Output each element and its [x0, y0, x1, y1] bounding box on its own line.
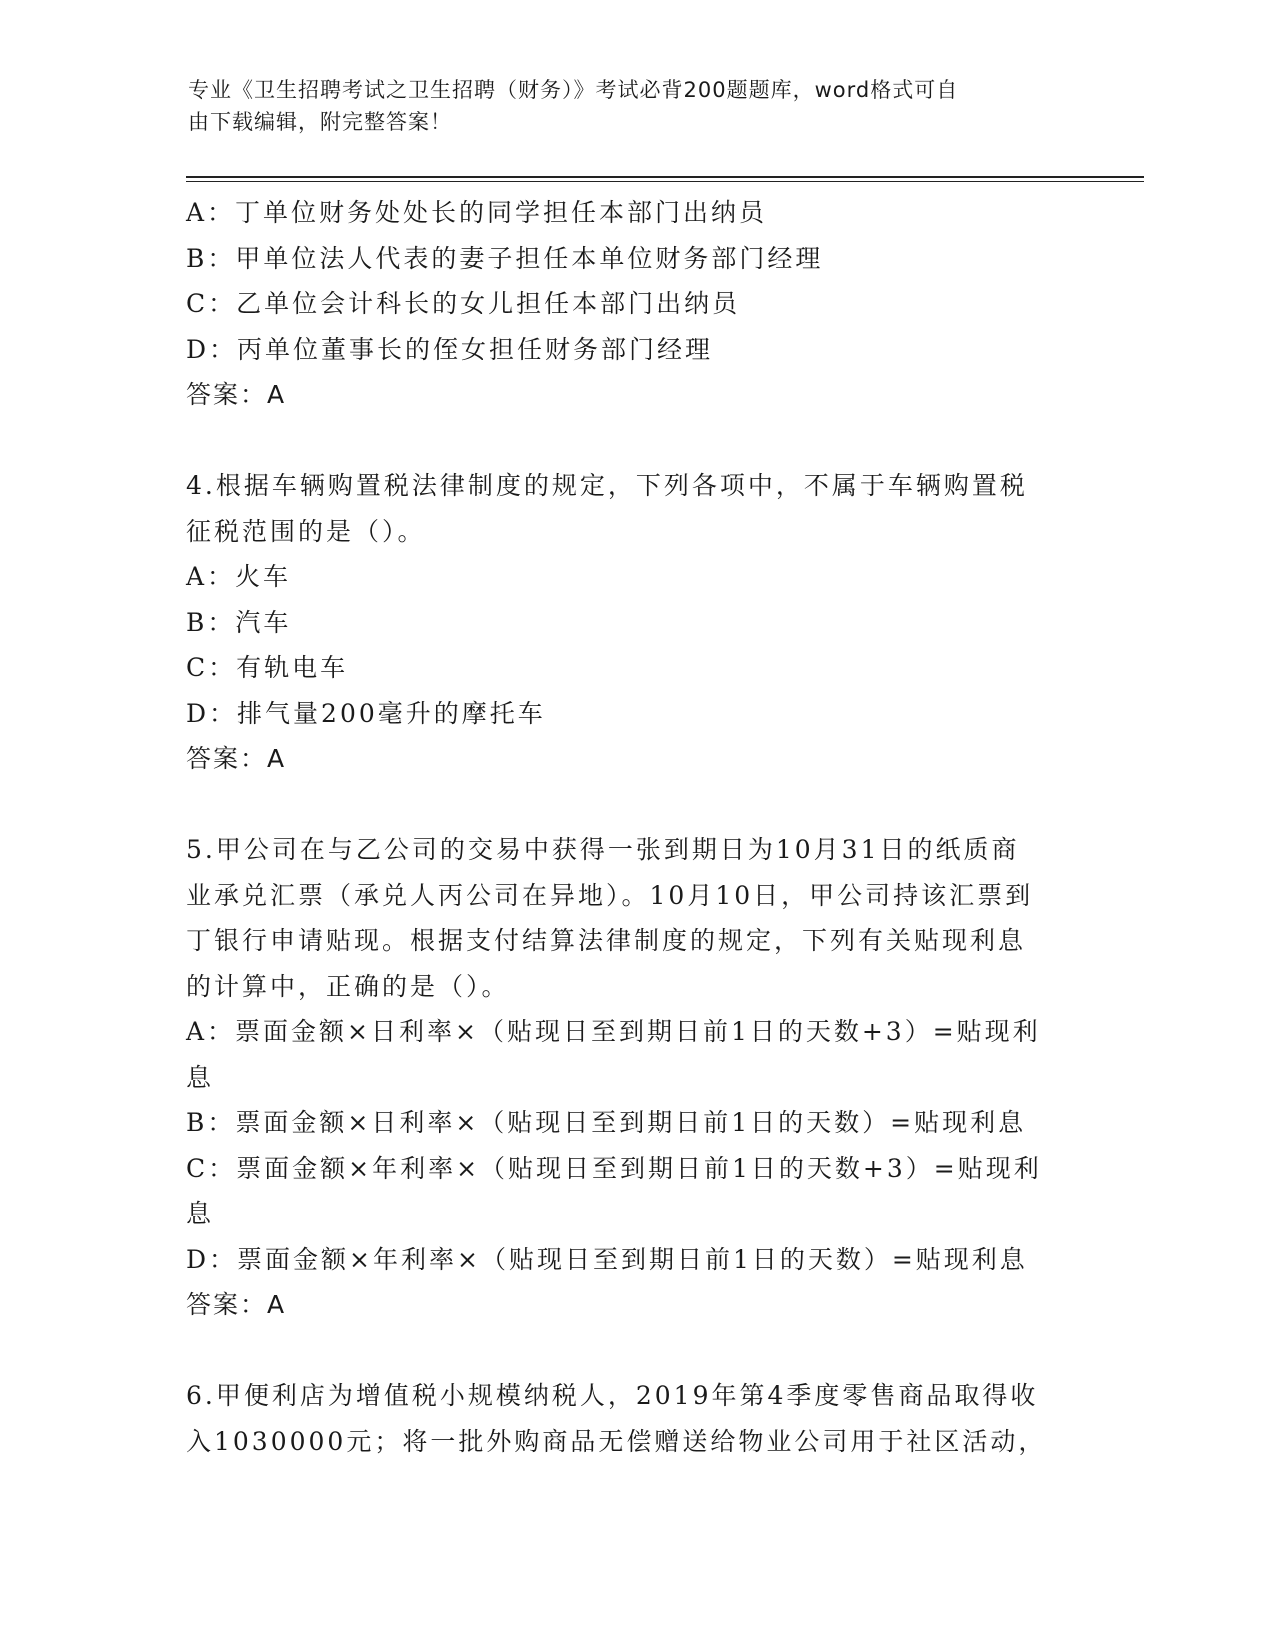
q3-option-c: C：乙单位会计科长的女儿担任本部门出纳员 [186, 289, 741, 318]
q5-stem-line-1: 5.甲公司在与乙公司的交易中获得一张到期日为10月31日的纸质商 [186, 835, 1020, 864]
q6-stem-line-2: 入1030000元；将一批外购商品无偿赠送给物业公司用于社区活动， [186, 1426, 1047, 1456]
header-divider [186, 176, 1144, 182]
q6-stem-line-1: 6.甲便利店为增值税小规模纳税人，2019年第4季度零售商品取得收 [186, 1381, 1039, 1410]
header-line-2: 由下载编辑，附完整答案！ [188, 110, 452, 134]
document-body [186, 190, 1086, 1464]
spacer [186, 782, 1086, 828]
q5-stem-line-4: 的计算中，正确的是（）。 [186, 971, 510, 1001]
q5-option-a: A：票面金额×日利率×（贴现日至到期日前1日的天数+3）=贴现利 [186, 1017, 1041, 1046]
q5-answer: 答案：A [186, 1290, 287, 1319]
question-3 [186, 190, 1086, 418]
question-6 [186, 1373, 1086, 1464]
spacer [186, 1328, 1086, 1374]
q3-option-b: B：甲单位法人代表的妻子担任本单位财务部门经理 [186, 243, 824, 273]
q3-answer: 答案：A [186, 380, 287, 409]
question-4 [186, 463, 1086, 782]
q5-stem-line-2: 业承兑汇票（承兑人丙公司在异地）。10月10日，甲公司持该汇票到 [186, 880, 1034, 910]
q5-option-c: C：票面金额×年利率×（贴现日至到期日前1日的天数+3）=贴现利 [186, 1153, 1042, 1183]
document-header [188, 74, 1068, 138]
q4-stem-line-2: 征税范围的是（）。 [186, 516, 426, 546]
q4-answer: 答案：A [186, 744, 287, 773]
q5-option-a-cont: 息 [186, 1062, 215, 1092]
q4-option-c: C：有轨电车 [186, 653, 349, 682]
q4-option-a: A：火车 [186, 562, 292, 591]
q4-stem-line-1: 4.根据车辆购置税法律制度的规定，下列各项中，不属于车辆购置税 [186, 471, 1028, 500]
q5-option-b: B：票面金额×日利率×（贴现日至到期日前1日的天数）=贴现利息 [186, 1108, 1027, 1137]
q5-option-d: D：票面金额×年利率×（贴现日至到期日前1日的天数）=贴现利息 [186, 1244, 1028, 1274]
spacer [186, 418, 1086, 464]
question-5 [186, 827, 1086, 1328]
q3-option-d: D：丙单位董事长的侄女担任财务部门经理 [186, 334, 714, 364]
q4-option-b: B：汽车 [186, 607, 292, 637]
q5-stem-line-3: 丁银行申请贴现。根据支付结算法律制度的规定，下列有关贴现利息 [186, 926, 1027, 955]
q5-option-c-cont: 息 [186, 1199, 215, 1228]
header-line-1: 专业《卫生招聘考试之卫生招聘（财务）》考试必背200题题库，word格式可自 [188, 78, 959, 102]
q3-option-a: A：丁单位财务处处长的同学担任本部门出纳员 [186, 198, 768, 227]
q4-option-d: D：排气量200毫升的摩托车 [186, 698, 546, 728]
